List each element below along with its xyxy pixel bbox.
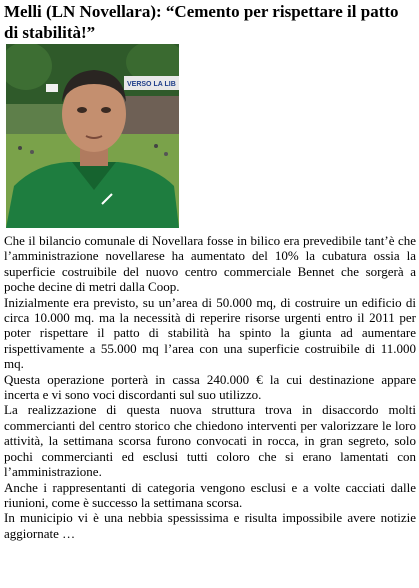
- article-body: [4, 233, 416, 541]
- banner-text: VERSO LA LIB: [127, 81, 176, 88]
- article-paragraph: Questa operazione porterà in cassa 240.000 € la cui destinazione appare incerta e vi sono voci discordanti sul suo utilizzo.: [4, 371, 416, 403]
- article-paragraph: Che il bilancio comunale di Novellara fosse in bilico era prevedibile tant’è che l’amministrazione novellarese ha aumentato del 10% la cubatura ossia la superficie costruibile del nuovo centro commerciale Bennet che sorgerà a poche decine di metri dalla Coop.: [4, 233, 416, 295]
- portrait-image: [6, 44, 179, 228]
- article-headline: Melli (LN Novellara): “Cemento per rispettare il patto di stabilità!”: [4, 2, 399, 42]
- article-paragraph: In municipio vi è una nebbia spessissima e risulta impossibile avere notizie aggiornate …: [4, 510, 416, 541]
- article-paragraph: Anche i rappresentanti di categoria vengono esclusi e a volte cacciati dalle riunioni, come è successo la settimana scorsa.: [4, 479, 416, 510]
- article-paragraph: Inizialmente era previsto, su un’area di 50.000 mq, di costruire un edificio di circa 10.000 mq. ma la necessità di reperire risorse urgenti entro il 2011 per poter rispettare il patto di stabilità ha spinto la giunta ad aumentare rispettivamente a 55.000 mq l’area con una superficie costruibile di 11.000 mq.: [4, 294, 416, 372]
- article-photo: [6, 44, 179, 228]
- article-paragraph: La realizzazione di questa nuova struttura trova in disaccordo molti commercianti del centro storico che chiedono interventi per valorizzare le loro attività, la settimana scorsa furono convocati in rocca, in gran segreto, solo pochi commercianti ed esclusi tutti coloro che si erano lamentati con l’amministrazione.: [4, 402, 416, 480]
